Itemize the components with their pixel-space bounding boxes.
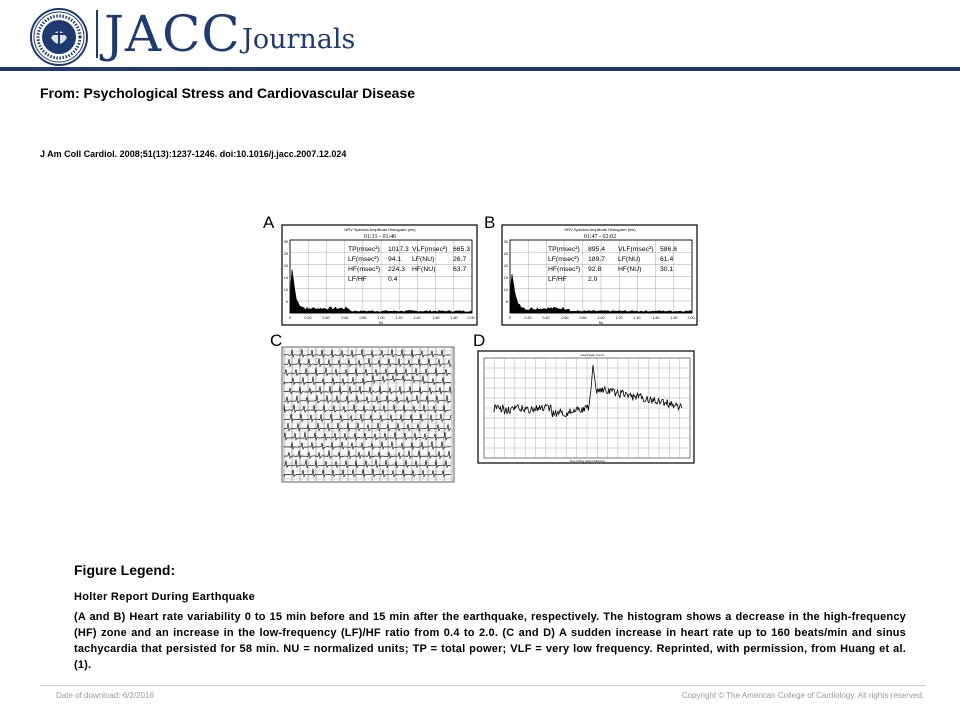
panel-b-ytick: 30 [503,240,508,244]
panel-b-ytick: 20 [503,264,508,268]
panel-b-stat: LF/HF [548,276,567,283]
panel-b-ytick: 15 [503,276,508,280]
panel-a-ytick: 5 [285,300,288,304]
panel-a-title: HRV Spectral Amplitude Histogram (ms) [344,227,416,232]
panel-b-xtick: 0.40 [542,316,550,320]
panel-b-xtick: 1.60 [652,316,660,320]
panel-b-ytick: 5 [505,300,508,304]
panel-a-xtick: 1.60 [432,316,440,320]
panel-a-ytick: 25 [283,252,288,256]
panel-b-xtick: 0.20 [524,316,532,320]
panel-a-xtick: 1.00 [377,316,385,320]
panel-b-xtick: 1.00 [597,316,605,320]
panel-a-stat: 1017.3 [388,246,409,253]
panel-b-stat: HF(NU) [618,266,642,273]
panel-d-frame [478,351,694,463]
panel-a-stat: 94.1 [388,256,402,263]
figure-legend-heading: Figure Legend: [74,562,176,578]
panel-a-ytick: 15 [283,276,288,280]
panel-b-stat: 189.7 [588,256,606,263]
panel-a [282,225,477,325]
brand-journals: Journals [242,24,356,55]
panel-b-stat: 586.6 [660,246,678,253]
article-citation: J Am Coll Cardiol. 2008;51(13):1237-1246. doi:10.1016/j.jacc.2007.12.024 [40,149,347,159]
panel-b-label: B [484,213,496,232]
panel-a-stat: VLF(msec²) [412,246,448,253]
panel-b-stat: 895.4 [588,246,606,253]
panel-a-xtick: 0.60 [341,316,349,320]
panel-b-stat: LF(msec²) [548,256,579,263]
panel-d-title: Heart Rate Trend [580,353,604,357]
panel-a-stat: HF(NU) [412,266,436,273]
panel-a-stat: HF(msec²) [348,266,381,273]
panel-c-label: C [270,331,283,350]
panel-b-time: 01:47 - 02:02 [583,234,617,240]
figure-caption-title: Holter Report During Earthquake [74,591,256,603]
panel-a-xtick: 1.80 [450,316,458,320]
panel-a-xtick: 0.40 [322,316,330,320]
panel-c-frame [282,347,454,482]
article-title: From: Psychological Stress and Cardiovascular Disease [40,85,416,101]
panel-b-xtick: 0.80 [579,316,587,320]
panel-a-xtick: 0.80 [359,316,367,320]
footer-rule [40,685,926,686]
panel-a-label: A [263,213,275,232]
panel-a-ytick: 30 [283,240,288,244]
panel-a-xtick: 1.20 [395,316,403,320]
panel-b-xtick: 1.80 [670,316,678,320]
panel-d-xlabel: Time of Day (Hours:Minutes) [569,459,605,463]
panel-a-stat: LF(NU) [412,256,435,263]
panel-a-xtick: 2.00 [467,316,475,320]
panel-b-stat: TP(msec²) [548,246,580,253]
acc-seal-graphic [30,8,88,66]
panel-a-stat: 0.4 [388,276,398,283]
panel-a-stat: 224.3 [388,266,406,273]
panel-b-stat: HF(msec²) [548,266,581,273]
figure-image [262,211,702,485]
panel-a-stat: LF(msec²) [348,256,379,263]
panel-a-xtick: 0 [289,316,291,320]
panel-b-ytick: 10 [503,288,508,292]
header-rule [0,67,960,71]
panel-c [282,347,454,482]
panel-a-ytick: 10 [283,288,288,292]
panel-b-xtick: 1.20 [615,316,623,320]
download-date: Date of download: 6/2/2016 [56,691,154,700]
brand-jacc: JACC [104,5,241,63]
panel-a-stat: LF/HF [348,276,367,283]
panel-b [502,225,697,325]
panel-b-title: HRV Spectral Amplitude Histogram (ms) [564,227,636,232]
panel-b-xtick: 1.40 [633,316,641,320]
panel-b-stat: 61.4 [660,256,674,263]
panel-d [478,351,694,463]
panel-a-stat: 63.7 [453,266,467,273]
figure-caption-text: (A and B) Heart rate variability 0 to 15 min before and 15 min after the earthquake, respectively. The histogram shows a decrease in the high-frequency (HF) zone and an increase in the low-frequency (LF)/HF ratio from 0.4 to 2.0. (C and D) A sudden increase in heart rate up to 160 beats/min and sinus tachycardia that persisted for 58 min. NU = normalized units; TP = total power; VLF = very low frequency. Reprinted, with permission, from Huang et al. (1). [74,611,906,671]
panel-b-xtick: 0 [509,316,511,320]
panel-d-label: D [473,331,486,350]
panel-b-stat: 2.0 [588,276,598,283]
panel-a-ytick: 20 [283,264,288,268]
panel-a-xtick: 0.20 [304,316,312,320]
panel-b-xunit: Hz [598,321,604,325]
panel-a-stat: 26.7 [453,256,467,263]
panel-b-stat: 30.1 [660,266,674,273]
panel-a-stat: TP(msec²) [348,246,380,253]
panel-a-xtick: 1.40 [413,316,421,320]
acc-seal-logo [30,8,88,66]
copyright-notice: Copyright © The American College of Cardiology. All rights reserved. [681,691,924,700]
panel-a-time: 01:31 - 01:46 [363,234,397,240]
panel-b-stat: LF(NU) [618,256,641,263]
panel-a-stat: 665.3 [453,246,471,253]
panel-b-stat: VLF(msec²) [618,246,654,253]
panel-b-ytick: 25 [503,252,508,256]
panel-b-xtick: 2.00 [687,316,695,320]
panel-a-xunit: Hz [378,321,384,325]
panel-b-xtick: 0.60 [561,316,569,320]
brand-divider [96,10,98,58]
panel-b-stat: 92.8 [588,266,602,273]
figure-svg [262,211,702,485]
